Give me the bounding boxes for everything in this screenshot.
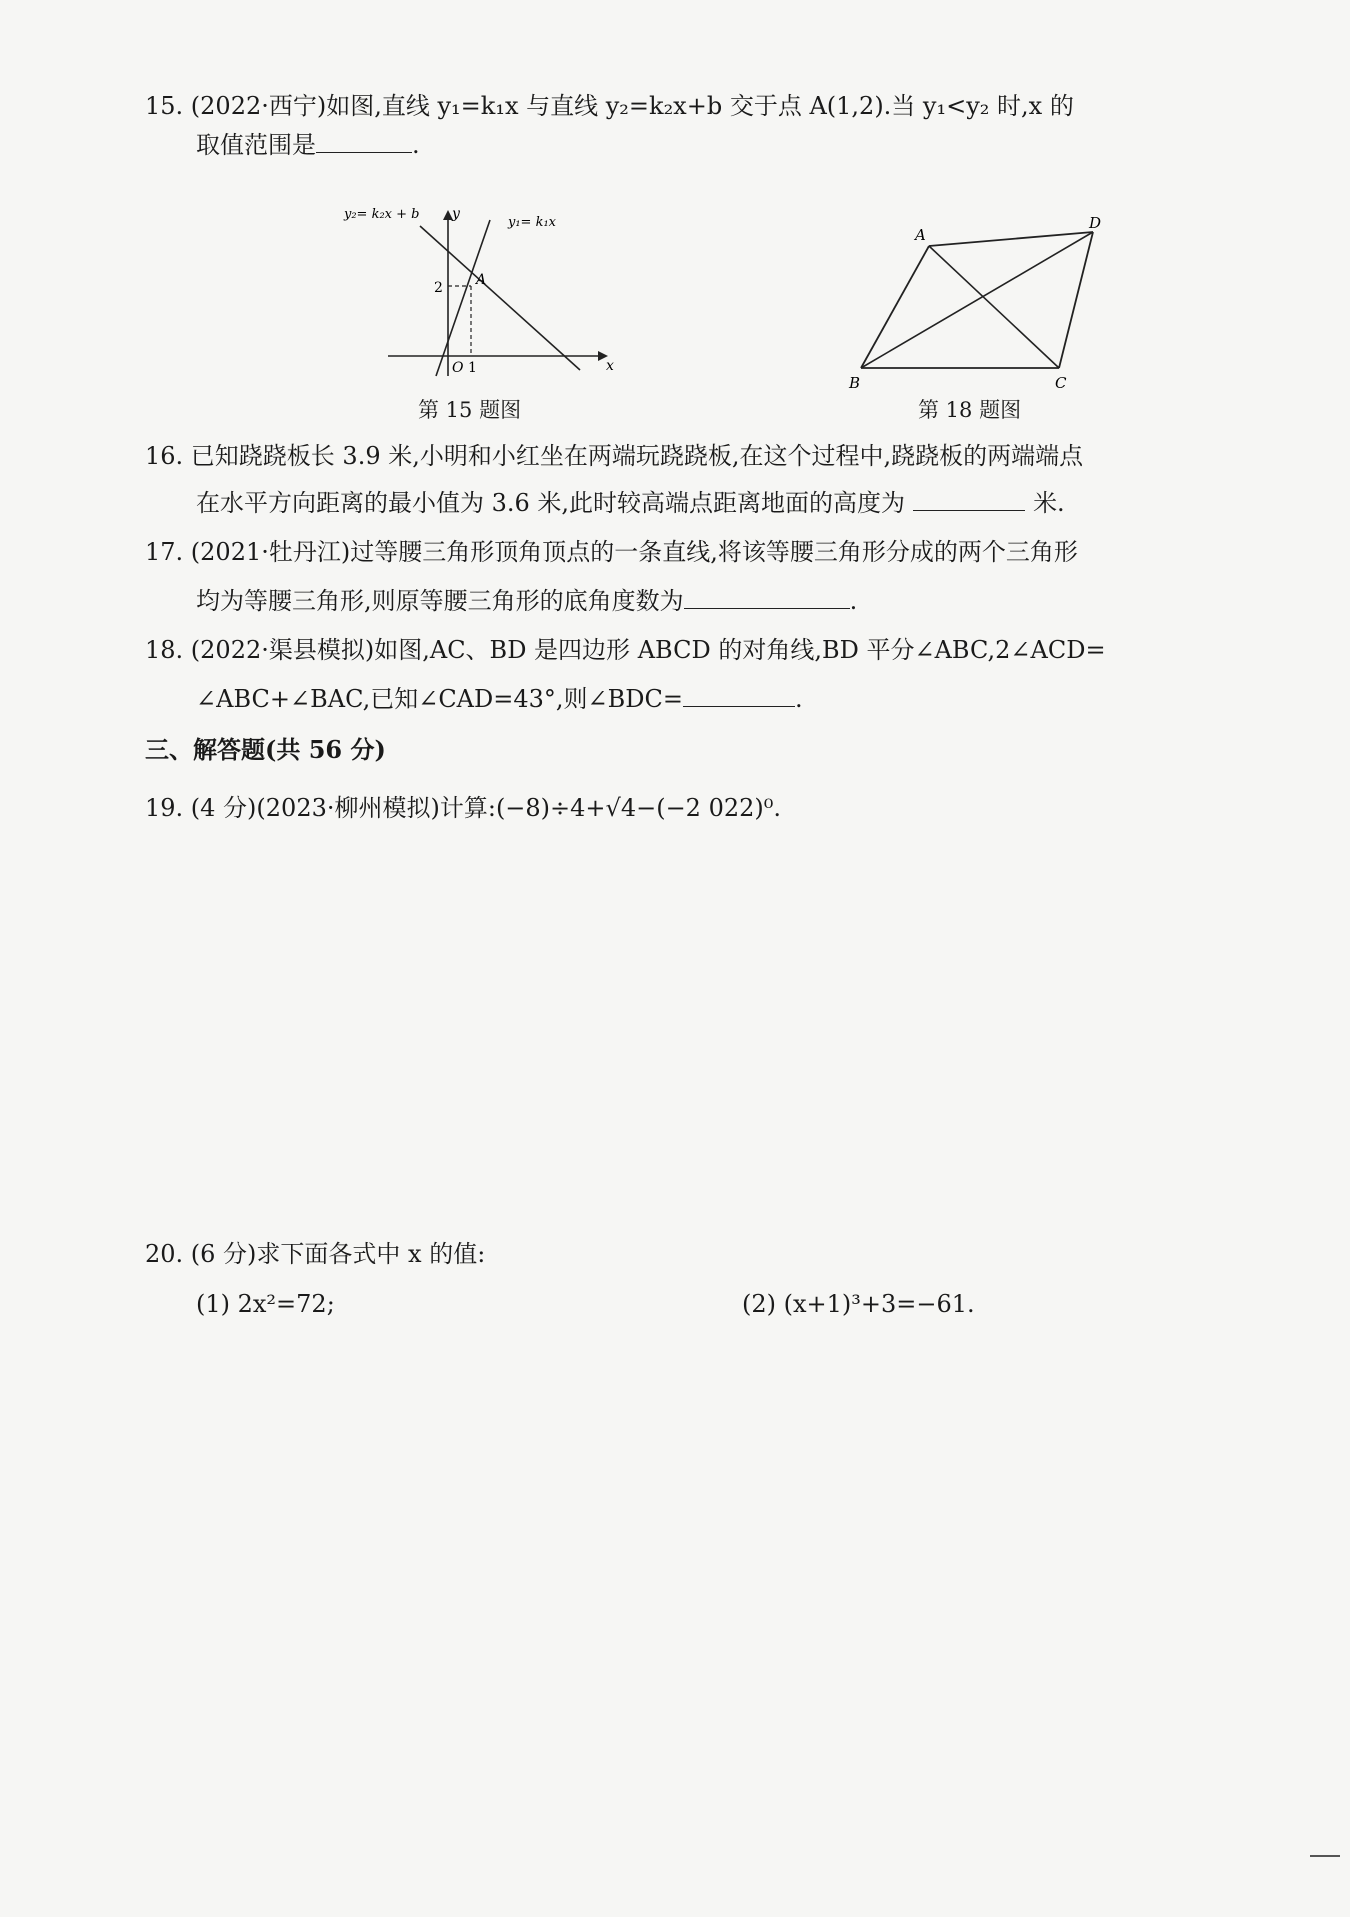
page-edge-mark [1310, 1855, 1340, 1857]
question-18-line-2 [196, 680, 1350, 717]
label-1: 1 [468, 360, 477, 376]
label-y1-equation: y₁= k₁x [508, 215, 557, 230]
figure-18-caption: 第 18 题图 [918, 398, 1022, 422]
question-18-period: . [795, 685, 803, 713]
question-16-line-2 [196, 484, 1350, 521]
question-17-line-2 [196, 582, 1350, 619]
label-vertex-a: A [915, 226, 926, 244]
question-17-line-1: 17. (2021·牡丹江)过等腰三角形顶角顶点的一条直线,将该等腰三角形分成的两个三角形 [145, 538, 1078, 566]
label-point-a: A [476, 272, 487, 288]
question-19: 19. (4 分)(2023·柳州模拟)计算:(−8)÷4+√4−(−2 022)⁰. [145, 794, 781, 822]
answer-blank-18[interactable] [683, 680, 795, 707]
question-15-text: 取值范围是 [196, 131, 316, 159]
answer-blank-15[interactable] [316, 126, 412, 153]
label-x-axis: x [606, 358, 614, 374]
figure-18-quadrilateral [835, 208, 1115, 396]
side-ab [861, 246, 929, 368]
answer-blank-17[interactable] [684, 582, 850, 609]
figure-15-caption: 第 15 题图 [418, 398, 522, 422]
question-17-period: . [849, 587, 858, 615]
diagonal-ac [929, 246, 1059, 368]
label-y-axis: y [452, 206, 460, 222]
question-15-period: . [412, 131, 420, 159]
label-vertex-c: C [1055, 374, 1067, 392]
figure-15-graph [340, 200, 630, 380]
line-y1 [436, 220, 490, 376]
label-origin: O [452, 360, 464, 376]
question-16-line-1: 16. 已知跷跷板长 3.9 米,小明和小红坐在两端玩跷跷板,在这个过程中,跷跷板的两端端点 [145, 442, 1084, 470]
question-18-text: ∠ABC+∠BAC,已知∠CAD=43°,则∠BDC= [196, 685, 683, 713]
question-17-text: 均为等腰三角形,则原等腰三角形的底角度数为 [196, 587, 684, 615]
question-15-line-1: 15. (2022·西宁)如图,直线 y₁=k₁x 与直线 y₂=k₂x+b 交于点 A(1,2).当 y₁<y₂ 时,x 的 [145, 92, 1074, 120]
side-da [929, 232, 1093, 246]
question-18-line-1: 18. (2022·渠县模拟)如图,AC、BD 是四边形 ABCD 的对角线,BD 平分∠ABC,2∠ACD= [145, 636, 1106, 664]
label-vertex-d: D [1089, 214, 1102, 232]
line-y2 [420, 226, 580, 370]
question-20-title: 20. (6 分)求下面各式中 x 的值: [145, 1240, 486, 1268]
question-16-unit: 米. [1033, 489, 1065, 517]
question-16-text: 在水平方向距离的最小值为 3.6 米,此时较高端点距离地面的高度为 [196, 489, 906, 517]
label-y2-equation: y₂= k₂x + b [344, 207, 420, 222]
question-15-line-2 [196, 126, 1350, 163]
section-3-heading: 三、解答题(共 56 分) [145, 735, 386, 764]
answer-blank-16[interactable] [913, 484, 1025, 511]
label-vertex-b: B [849, 374, 861, 392]
question-20-part-1: (1) 2x²=72; [196, 1290, 335, 1318]
label-2: 2 [434, 280, 443, 296]
question-20-part-2: (2) (x+1)³+3=−61. [742, 1290, 975, 1318]
side-cd [1059, 232, 1093, 368]
diagonal-bd [861, 232, 1093, 368]
